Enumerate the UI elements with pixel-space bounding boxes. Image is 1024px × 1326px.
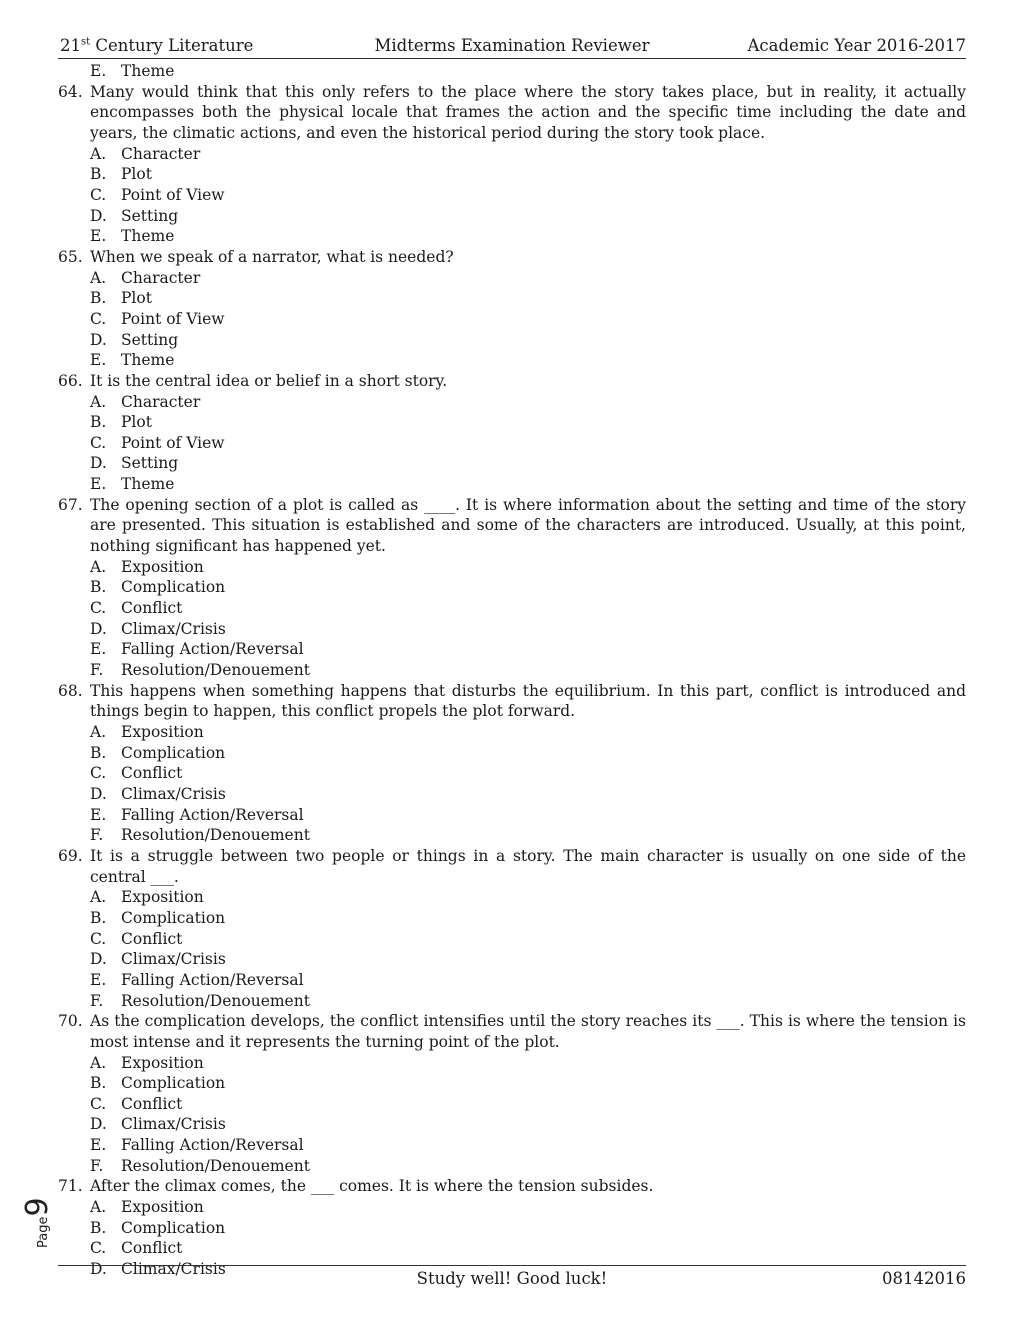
option-text: Exposition: [121, 557, 204, 576]
option-letter: B.: [90, 289, 107, 308]
question-text: It is the central idea or belief in a short story.: [90, 371, 448, 390]
option-letter: E.: [90, 1136, 107, 1155]
option-text: Climax/Crisis: [121, 1115, 226, 1134]
answer-option: [58, 660, 966, 681]
answer-option: [58, 784, 966, 805]
answer-option: [58, 268, 966, 289]
option-text: Falling Action/Reversal: [121, 805, 304, 824]
option-letter: D.: [90, 206, 107, 225]
question-list: [58, 61, 966, 1280]
question-number: 69.: [58, 846, 83, 865]
option-text: Character: [121, 144, 201, 163]
answer-option: [58, 453, 966, 474]
option-letter: A.: [90, 888, 107, 907]
option-letter: C.: [90, 764, 107, 783]
answer-option: [58, 1197, 966, 1218]
option-text: Setting: [121, 330, 179, 349]
option-text: Setting: [121, 454, 179, 473]
option-letter: D.: [90, 454, 107, 473]
option-text: Falling Action/Reversal: [121, 1136, 304, 1155]
answer-option: [58, 350, 966, 371]
option-letter: E.: [90, 805, 107, 824]
option-letter: C.: [90, 1239, 107, 1258]
option-text: Point of View: [121, 309, 225, 328]
answer-option: [58, 61, 966, 82]
answer-option: [58, 929, 966, 950]
answer-option: [58, 433, 966, 454]
question-number: 70.: [58, 1012, 83, 1031]
option-text: Conflict: [121, 764, 183, 783]
question-number: 65.: [58, 247, 83, 266]
question-text: The opening section of a plot is called as ____. It is where information about the setting and time of the story are presented. This situation is established and some of the characters are introduced. Usually, at this point, nothing significant has happened yet.: [90, 495, 966, 556]
answer-option: [58, 639, 966, 660]
option-letter: E.: [90, 475, 107, 494]
option-text: Climax/Crisis: [121, 1260, 226, 1279]
question-text: When we speak of a narrator, what is needed?: [90, 247, 454, 266]
answer-option: [58, 474, 966, 495]
option-letter: F.: [90, 826, 104, 845]
question-text: As the complication develops, the conflict intensifies until the story reaches its ___. This is where the tension is most intense and it represents the turning point of the plot.: [90, 1012, 966, 1051]
option-letter: D.: [90, 619, 107, 638]
page-number-marker: [20, 1195, 70, 1255]
option-text: Theme: [121, 227, 175, 246]
option-text: Theme: [121, 62, 175, 80]
option-text: Complication: [121, 1218, 226, 1237]
answer-option: [58, 577, 966, 598]
answer-option: [58, 722, 966, 743]
answer-option: [58, 226, 966, 247]
course-prefix: 21: [60, 36, 81, 55]
page-number: 9: [20, 1197, 55, 1217]
option-letter: E.: [90, 62, 107, 80]
option-text: Climax/Crisis: [121, 619, 226, 638]
answer-option: [58, 1156, 966, 1177]
answer-option: [58, 1114, 966, 1135]
option-letter: B.: [90, 908, 107, 927]
option-letter: D.: [90, 1115, 107, 1134]
option-text: Resolution/Denouement: [121, 991, 310, 1010]
option-text: Falling Action/Reversal: [121, 640, 304, 659]
footer-code: 08142016: [882, 1269, 966, 1288]
option-letter: C.: [90, 185, 107, 204]
option-text: Climax/Crisis: [121, 784, 226, 803]
option-text: Point of View: [121, 185, 225, 204]
option-letter: B.: [90, 1218, 107, 1237]
question: [58, 1176, 966, 1197]
answer-option: [58, 598, 966, 619]
option-text: Exposition: [121, 888, 204, 907]
answer-option: [58, 412, 966, 433]
answer-option: [58, 557, 966, 578]
answer-option: [58, 743, 966, 764]
option-text: Theme: [121, 475, 175, 494]
option-text: Resolution/Denouement: [121, 661, 310, 680]
option-text: Plot: [121, 413, 152, 432]
option-text: Conflict: [121, 1239, 183, 1258]
question-text: After the climax comes, the ___ comes. It is where the tension subsides.: [90, 1177, 654, 1196]
option-letter: C.: [90, 433, 107, 452]
option-text: Conflict: [121, 1094, 183, 1113]
question: [58, 681, 966, 722]
question-text: It is a struggle between two people or things in a story. The main character is usually on one side of the central ___.: [90, 846, 966, 886]
answer-option: [58, 970, 966, 991]
question: [58, 82, 966, 144]
option-letter: B.: [90, 743, 107, 762]
answer-option: [58, 309, 966, 330]
option-letter: F.: [90, 661, 104, 680]
course-superscript: st: [81, 36, 91, 48]
option-letter: B.: [90, 1074, 107, 1093]
option-letter: C.: [90, 309, 107, 328]
option-letter: E.: [90, 351, 107, 370]
option-letter: F.: [90, 1156, 104, 1175]
option-letter: A.: [90, 144, 107, 163]
option-letter: D.: [90, 1260, 107, 1279]
answer-option: [58, 206, 966, 227]
answer-option: [58, 991, 966, 1012]
option-text: Theme: [121, 351, 175, 370]
option-text: Resolution/Denouement: [121, 1156, 310, 1175]
academic-year: Academic Year 2016-2017: [747, 36, 966, 55]
option-letter: A.: [90, 392, 107, 411]
answer-option: [58, 288, 966, 309]
option-letter: C.: [90, 599, 107, 618]
option-letter: A.: [90, 1053, 107, 1072]
answer-option: [58, 619, 966, 640]
answer-option: [58, 1218, 966, 1239]
option-letter: E.: [90, 970, 107, 989]
question-number: 67.: [58, 495, 83, 514]
option-letter: D.: [90, 950, 107, 969]
answer-option: [58, 887, 966, 908]
option-text: Climax/Crisis: [121, 950, 226, 969]
option-text: Complication: [121, 578, 226, 597]
option-text: Complication: [121, 908, 226, 927]
question: [58, 846, 966, 887]
answer-option: [58, 825, 966, 846]
question-text: Many would think that this only refers to the place where the story takes place, but in reality, it actually encompasses both the physical locale that frames the action and the specific time including the date and years, the climatic actions, and even the historical period during the story took place.: [90, 82, 966, 142]
option-letter: D.: [90, 330, 107, 349]
question-number: 64.: [58, 82, 83, 101]
option-text: Resolution/Denouement: [121, 826, 310, 845]
option-letter: A.: [90, 557, 107, 576]
option-letter: C.: [90, 929, 107, 948]
footer-message: Study well! Good luck!: [416, 1269, 608, 1288]
question: [58, 247, 966, 268]
option-text: Complication: [121, 1074, 226, 1093]
option-letter: B.: [90, 578, 107, 597]
option-text: Character: [121, 268, 201, 287]
answer-option: [58, 330, 966, 351]
option-letter: A.: [90, 1198, 107, 1217]
question: [58, 371, 966, 392]
answer-option: [58, 1053, 966, 1074]
course-suffix: Century Literature: [90, 36, 254, 55]
answer-option: [58, 1073, 966, 1094]
answer-option: [58, 949, 966, 970]
answer-option: [58, 1094, 966, 1115]
page-number-rotated: [20, 1197, 55, 1248]
option-text: Complication: [121, 743, 226, 762]
option-text: Exposition: [121, 723, 204, 741]
option-letter: A.: [90, 723, 107, 741]
question-number: 71.: [58, 1177, 83, 1196]
option-letter: C.: [90, 1094, 107, 1113]
option-text: Conflict: [121, 599, 183, 618]
option-text: Exposition: [121, 1198, 204, 1217]
page-footer: [58, 1265, 966, 1296]
answer-option: [58, 144, 966, 165]
option-letter: A.: [90, 268, 107, 287]
question: [58, 495, 966, 557]
option-text: Point of View: [121, 433, 225, 452]
answer-option: [58, 908, 966, 929]
option-letter: B.: [90, 413, 107, 432]
answer-option: [58, 805, 966, 826]
option-letter: D.: [90, 784, 107, 803]
option-text: Character: [121, 392, 201, 411]
question-number: 66.: [58, 371, 83, 390]
document-title: Midterms Examination Reviewer: [374, 36, 650, 55]
answer-option: [58, 392, 966, 413]
option-letter: B.: [90, 165, 107, 184]
option-text: Falling Action/Reversal: [121, 970, 304, 989]
option-letter: F.: [90, 991, 104, 1010]
option-text: Conflict: [121, 929, 183, 948]
question-text: This happens when something happens that disturbs the equilibrium. In this part, conflict is introduced and things begin to happen, this conflict propels the plot forward.: [90, 681, 966, 721]
answer-option: [58, 1238, 966, 1259]
option-text: Plot: [121, 289, 152, 308]
option-text: Exposition: [121, 1053, 204, 1072]
answer-option: [58, 185, 966, 206]
option-letter: E.: [90, 640, 107, 659]
answer-option: [58, 763, 966, 784]
question-number: 68.: [58, 681, 83, 700]
question: [58, 1011, 966, 1052]
page-label: Page: [36, 1216, 51, 1248]
option-letter: E.: [90, 227, 107, 246]
answer-option: [58, 164, 966, 185]
option-text: Setting: [121, 206, 179, 225]
page-header: [58, 36, 966, 59]
answer-option: [58, 1135, 966, 1156]
option-text: Plot: [121, 165, 152, 184]
